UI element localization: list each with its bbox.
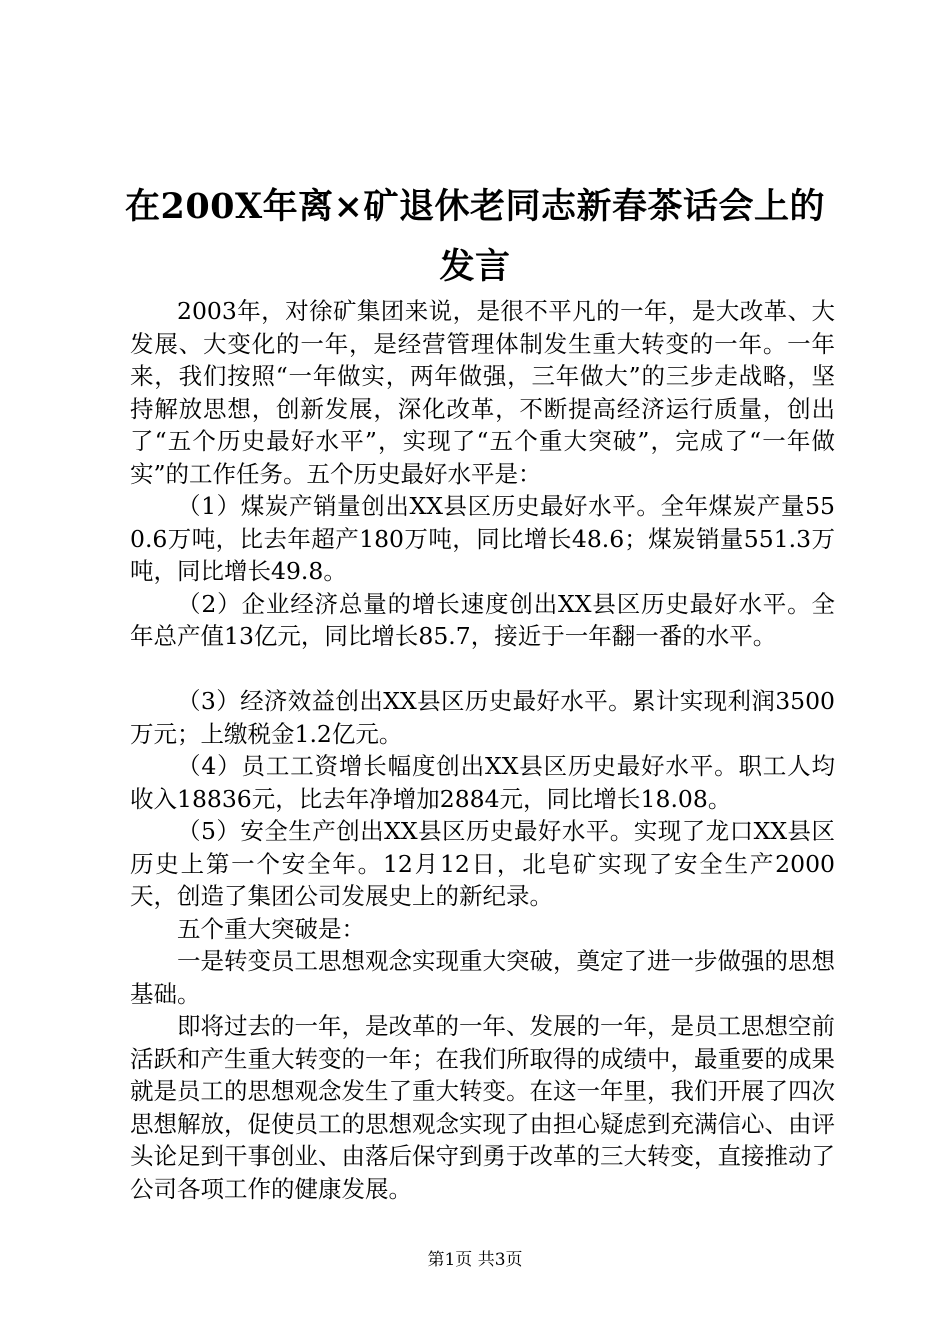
paragraph-breakthroughs-heading: 五个重大突破是： <box>177 914 365 943</box>
paragraph-item-2: （2）企业经济总量的增长速度创出XX县区历史最好水平。全年总产值13亿元，同比增长85.7，接近于一年翻一番的水平。 <box>130 589 835 650</box>
paragraph-intro: 2003年，对徐矿集团来说，是很不平凡的一年，是大改革、大发展、大变化的一年，是经营管理体制发生重大转变的一年。一年来，我们按照“一年做实，两年做强，三年做大”的三步走战略，坚持解放思想，创新发展，深化改革，不断提高经济运行质量，创出了“五个历史最好水平”，实现了“五个重大突破”，完成了“一年做实”的工作任务。五个历史最好水平是： <box>130 297 835 488</box>
paragraph-item-1: （1）煤炭产销量创出XX县区历史最好水平。全年煤炭产量550.6万吨，比去年超产180万吨，同比增长48.6；煤炭销量551.3万吨，同比增长49.8。 <box>130 492 835 585</box>
document-body <box>130 295 835 1205</box>
page-footer: 第1页 共3页 <box>427 1250 523 1270</box>
paragraph-breakthrough-1: 一是转变员工思想观念实现重大突破，奠定了进一步做强的思想基础。 <box>130 947 835 1008</box>
document-title-line-2: 发言 <box>439 246 511 287</box>
paragraph-item-5: （5）安全生产创出XX县区历史最好水平。实现了龙口XX县区历史上第一个安全年。12月12日，北皂矿实现了安全生产2000天，创造了集团公司发展史上的新纪录。 <box>130 817 835 910</box>
paragraph-breakthrough-1-detail: 即将过去的一年，是改革的一年、发展的一年，是员工思想空前活跃和产生重大转变的一年；在我们所取得的成绩中，最重要的成果就是员工的思想观念发生了重大转变。在这一年里，我们开展了四次思想解放，促使员工的思想观念实现了由担心疑虑到充满信心、由评头论足到干事创业、由落后保守到勇于改革的三大转变，直接推动了公司各项工作的健康发展。 <box>130 1012 835 1203</box>
paragraph-item-4: （4）员工工资增长幅度创出XX县区历史最好水平。职工人均收入18836元，比去年净增加2884元，同比增长18.08。 <box>130 752 835 813</box>
document-title-line-1: 在200X年离×矿退休老同志新春茶话会上的 <box>124 186 826 227</box>
paragraph-item-3: （3）经济效益创出XX县区历史最好水平。累计实现利润3500万元；上缴税金1.2亿元。 <box>130 687 835 748</box>
